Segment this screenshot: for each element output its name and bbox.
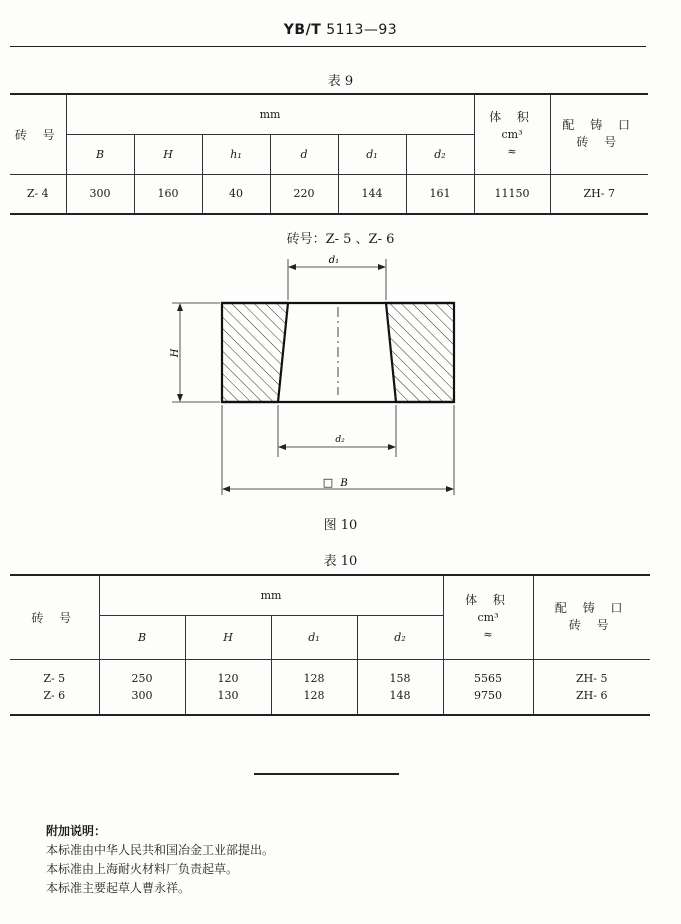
d2-label: d₂ (335, 435, 345, 445)
table-row (10, 659, 650, 715)
table10-volume-header: 体 积 cm³ ≈ (443, 575, 533, 659)
d1-label: d₁ (328, 255, 340, 266)
left-hatched-section (222, 303, 288, 402)
cell-brick: Z- 5 Z- 6 (10, 659, 99, 715)
cell-d2: 161 (406, 174, 474, 214)
table9-col-d2: d₂ (406, 134, 474, 174)
additional-notes (46, 822, 274, 898)
cell-d: 220 (270, 174, 338, 214)
table10-col-d1: d₁ (271, 615, 357, 659)
table10-caption: 表 10 (323, 554, 358, 569)
table10-col-d2: d₂ (357, 615, 443, 659)
table9-col-d: d (270, 134, 338, 174)
cell-brick: Z- 4 (10, 174, 66, 214)
figure10-drawing (150, 245, 480, 515)
H-label: H (170, 348, 181, 358)
table9-nozzle-header: 配 铸 口 砖 号 (550, 94, 648, 174)
cell-B: 250 300 (99, 659, 185, 715)
figure10-caption: 图 10 (323, 518, 358, 533)
notes-line: 本标准主要起草人曹永祥。 (46, 881, 191, 895)
table10-nozzle-header: 配 铸 口 砖 号 (533, 575, 650, 659)
cell-nozzle: ZH- 5 ZH- 6 (533, 659, 650, 715)
square-symbol: □ (322, 476, 334, 489)
table10-col-B: B (99, 615, 185, 659)
table9-col-B: B (66, 134, 134, 174)
table9-volume-header: 体 积 cm³ ≈ (474, 94, 550, 174)
notes-line: 本标准由中华人民共和国冶金工业部提出。 (46, 843, 275, 857)
cell-h1: 40 (202, 174, 270, 214)
cell-d1: 128 128 (271, 659, 357, 715)
table9-mm-header: mm (66, 94, 474, 134)
figure10-title: 砖号：Z- 5 、Z- 6 (286, 232, 395, 247)
table9-brick-header: 砖 号 (14, 127, 61, 142)
standard-number: 5113—93 (326, 22, 398, 38)
table-row (10, 174, 648, 214)
cell-nozzle: ZH- 7 (550, 174, 648, 214)
table9-caption: 表 9 (327, 74, 354, 89)
cell-d1: 144 (338, 174, 406, 214)
end-rule (254, 773, 399, 775)
notes-line: 本标准由上海耐火材料厂负责起草。 (46, 862, 239, 876)
notes-title: 附加说明： (46, 824, 107, 838)
table10 (10, 574, 650, 716)
cell-d2: 158 148 (357, 659, 443, 715)
table9-col-d1: d₁ (338, 134, 406, 174)
B-label: B (340, 478, 348, 489)
cell-B: 300 (66, 174, 134, 214)
header-rule (10, 46, 646, 47)
table9 (10, 93, 648, 215)
cell-volume: 5565 9750 (443, 659, 533, 715)
table10-col-H: H (185, 615, 271, 659)
standard-code: YB/T (283, 22, 322, 38)
table10-mm-header: mm (99, 575, 443, 615)
page-header (0, 22, 681, 38)
table9-col-h1: h₁ (202, 134, 270, 174)
right-hatched-section (386, 303, 454, 402)
table10-brick-header: 砖 号 (31, 610, 78, 625)
cell-volume: 11150 (474, 174, 550, 214)
table9-col-H: H (134, 134, 202, 174)
cell-H: 160 (134, 174, 202, 214)
cell-H: 120 130 (185, 659, 271, 715)
